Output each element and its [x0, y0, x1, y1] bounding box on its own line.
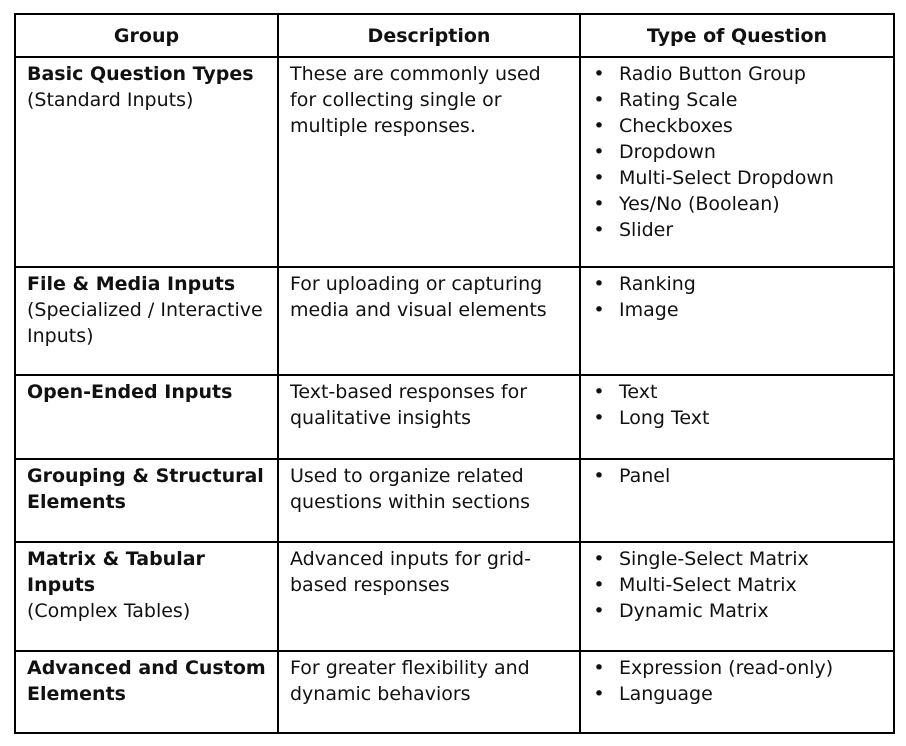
question-type-label: Dropdown [619, 141, 716, 163]
question-type-label: Text [619, 381, 658, 403]
question-type-label: Checkboxes [619, 115, 733, 137]
question-type-list [592, 655, 885, 707]
question-type-label: Expression (read-only) [619, 657, 834, 679]
list-item [593, 546, 885, 572]
table-row [15, 375, 894, 459]
bullet-icon: • [593, 381, 605, 403]
list-item [593, 405, 885, 431]
question-type-list [592, 271, 885, 323]
list-item [593, 61, 885, 87]
list-item [593, 572, 885, 598]
types-cell [580, 651, 894, 733]
question-type-list [592, 546, 885, 624]
bullet-icon: • [593, 63, 605, 85]
bullet-icon: • [593, 600, 605, 622]
group-cell [15, 267, 278, 375]
description-cell: For uploading or capturing media and visual elements [278, 267, 580, 375]
types-cell [580, 542, 894, 651]
question-type-list [592, 463, 885, 489]
question-types-table [14, 13, 895, 734]
bullet-icon: • [593, 193, 605, 215]
group-subtitle: (Complex Tables) [27, 600, 191, 622]
header-row [15, 14, 894, 57]
description-cell: These are commonly used for collecting single or multiple responses. [278, 57, 580, 267]
bullet-icon: • [593, 273, 605, 295]
description-cell: Text-based responses for qualitative insights [278, 375, 580, 459]
question-type-label: Panel [619, 465, 671, 487]
bullet-icon: • [593, 141, 605, 163]
question-type-label: Rating Scale [619, 89, 738, 111]
question-type-label: Slider [619, 219, 674, 241]
bullet-icon: • [593, 115, 605, 137]
group-title: Matrix & Tabular Inputs [27, 548, 205, 596]
question-type-label: Long Text [619, 407, 710, 429]
types-cell [580, 57, 894, 267]
question-type-list [592, 61, 885, 243]
list-item [593, 463, 885, 489]
group-cell [15, 651, 278, 733]
bullet-icon: • [593, 465, 605, 487]
list-item [593, 271, 885, 297]
group-title: Advanced and Custom Elements [27, 657, 266, 705]
list-item [593, 191, 885, 217]
table-row [15, 57, 894, 267]
list-item [593, 87, 885, 113]
list-item [593, 598, 885, 624]
table-row [15, 267, 894, 375]
list-item [593, 165, 885, 191]
question-type-label: Language [619, 683, 713, 705]
group-cell [15, 542, 278, 651]
header-description: Description [278, 14, 580, 57]
list-item [593, 139, 885, 165]
group-title: Basic Question Types [27, 63, 254, 85]
bullet-icon: • [593, 167, 605, 189]
question-type-label: Dynamic Matrix [619, 600, 769, 622]
bullet-icon: • [593, 548, 605, 570]
bullet-icon: • [593, 657, 605, 679]
list-item [593, 217, 885, 243]
group-title: Open-Ended Inputs [27, 381, 233, 403]
description-cell: For greater flexibility and dynamic behaviors [278, 651, 580, 733]
group-cell [15, 459, 278, 542]
group-subtitle: (Specialized / Interactive Inputs) [27, 299, 263, 347]
table-row [15, 542, 894, 651]
types-cell [580, 375, 894, 459]
types-cell [580, 459, 894, 542]
bullet-icon: • [593, 574, 605, 596]
bullet-icon: • [593, 683, 605, 705]
header-type-of-question: Type of Question [580, 14, 894, 57]
group-cell [15, 375, 278, 459]
header-group: Group [15, 14, 278, 57]
types-cell [580, 267, 894, 375]
question-type-label: Image [619, 299, 679, 321]
group-cell [15, 57, 278, 267]
question-type-list [592, 379, 885, 431]
bullet-icon: • [593, 299, 605, 321]
bullet-icon: • [593, 219, 605, 241]
question-type-label: Single-Select Matrix [619, 548, 809, 570]
list-item [593, 655, 885, 681]
list-item [593, 681, 885, 707]
table-row [15, 459, 894, 542]
list-item [593, 379, 885, 405]
question-type-label: Multi-Select Matrix [619, 574, 797, 596]
question-type-label: Yes/No (Boolean) [619, 193, 780, 215]
group-title: File & Media Inputs [27, 273, 236, 295]
group-title: Grouping & Structural Elements [27, 465, 264, 513]
bullet-icon: • [593, 89, 605, 111]
table-row [15, 651, 894, 733]
group-subtitle: (Standard Inputs) [27, 89, 194, 111]
list-item [593, 297, 885, 323]
question-type-label: Multi-Select Dropdown [619, 167, 834, 189]
description-cell: Advanced inputs for grid-based responses [278, 542, 580, 651]
question-type-label: Radio Button Group [619, 63, 806, 85]
description-cell: Used to organize related questions within sections [278, 459, 580, 542]
question-type-label: Ranking [619, 273, 696, 295]
bullet-icon: • [593, 407, 605, 429]
list-item [593, 113, 885, 139]
